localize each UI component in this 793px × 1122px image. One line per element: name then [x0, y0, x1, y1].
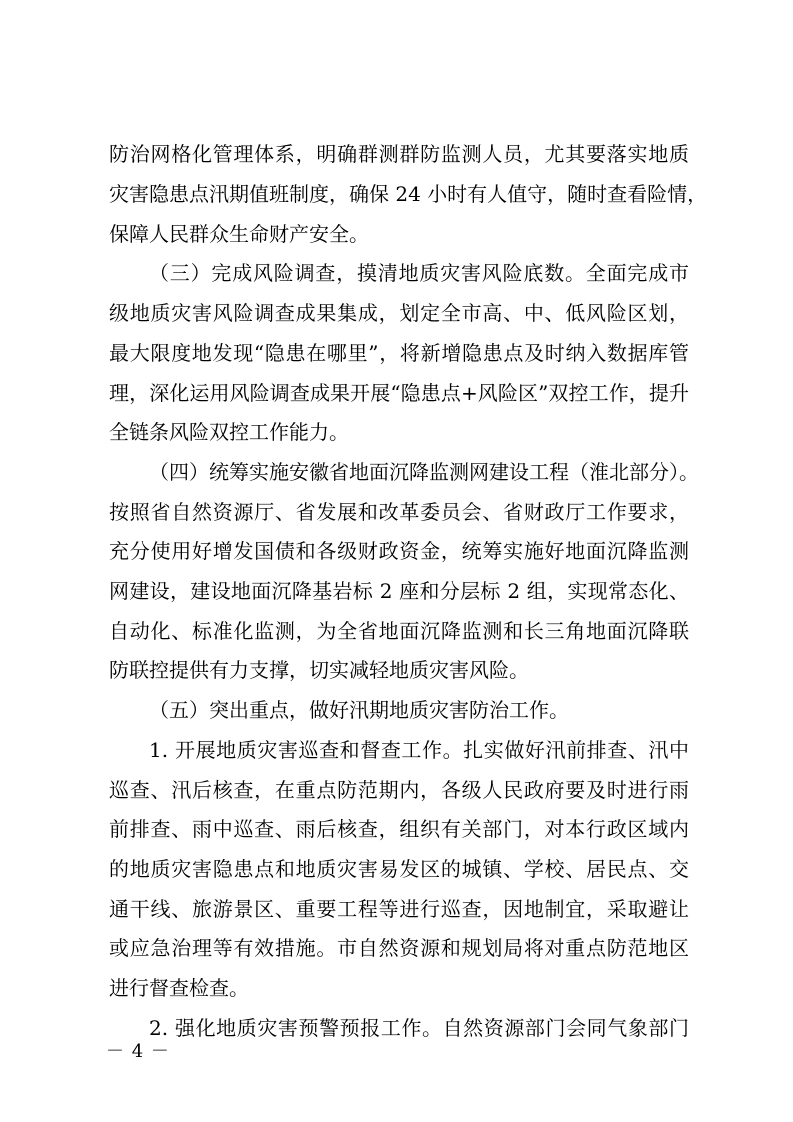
- body-text-line: 防治网格化管理体系，明确群测群防监测人员，尤其要落实地质: [109, 142, 689, 166]
- subsection-heading-line: 1. 开展地质灾害巡查和督查工作。扎实做好汛前排查、汛中: [149, 738, 689, 762]
- body-text-line: 级地质灾害风险调查成果集成，划定全市高、中、低风险区划，: [109, 301, 689, 325]
- body-text-line: 进行督查检查。: [109, 976, 249, 1000]
- body-text-line: 防联控提供有力支撑，切实减轻地质灾害风险。: [109, 658, 529, 682]
- body-text-line: 按照省自然资源厅、省发展和改革委员会、省财政厅工作要求，: [109, 500, 689, 524]
- body-text-line: 充分使用好增发国债和各级财政资金，统筹实施好地面沉降监测: [109, 539, 689, 563]
- body-text-line: 全链条风险双控工作能力。: [109, 420, 349, 444]
- section-heading-line: （三）完成风险调查，摸清地质灾害风险底数。全面完成市: [149, 261, 689, 285]
- body-text-line: 巡查、汛后核查，在重点防范期内，各级人民政府要及时进行雨: [109, 778, 689, 802]
- page-number: － 4 －: [106, 1041, 170, 1062]
- body-text-line: 的地质灾害隐患点和地质灾害易发区的城镇、学校、居民点、交: [109, 857, 689, 881]
- body-text-line: 前排查、雨中巡查、雨后核查，组织有关部门，对本行政区域内: [109, 817, 689, 841]
- body-text-line: 自动化、标准化监测，为全省地面沉降监测和长三角地面沉降联: [109, 619, 689, 643]
- body-text-line: 网建设，建设地面沉降基岩标 2 座和分层标 2 组，实现常态化、: [109, 579, 689, 603]
- body-text-line: 通干线、旅游景区、重要工程等进行巡查，因地制宜，采取避让: [109, 897, 689, 921]
- section-heading-line: （四）统筹实施安徽省地面沉降监测网建设工程（淮北部分）。: [149, 460, 699, 484]
- body-text-line: 最大限度地发现“隐患在哪里”，将新增隐患点及时纳入数据库管: [109, 341, 689, 365]
- body-text-line: 或应急治理等有效措施。市自然资源和规划局将对重点防范地区: [109, 936, 689, 960]
- body-text-line: 理，深化运用风险调查成果开展“隐患点+风险区”双控工作，提升: [109, 381, 689, 405]
- section-heading-line: （五）突出重点，做好汛期地质灾害防治工作。: [149, 698, 569, 722]
- body-text-line: 灾害隐患点汛期值班制度，确保 24 小时有人值守，随时查看险情，: [109, 182, 708, 206]
- body-text-line: 保障人民群众生命财产安全。: [109, 222, 369, 246]
- subsection-heading-line: 2. 强化地质灾害预警预报工作。自然资源部门会同气象部门: [149, 1016, 689, 1040]
